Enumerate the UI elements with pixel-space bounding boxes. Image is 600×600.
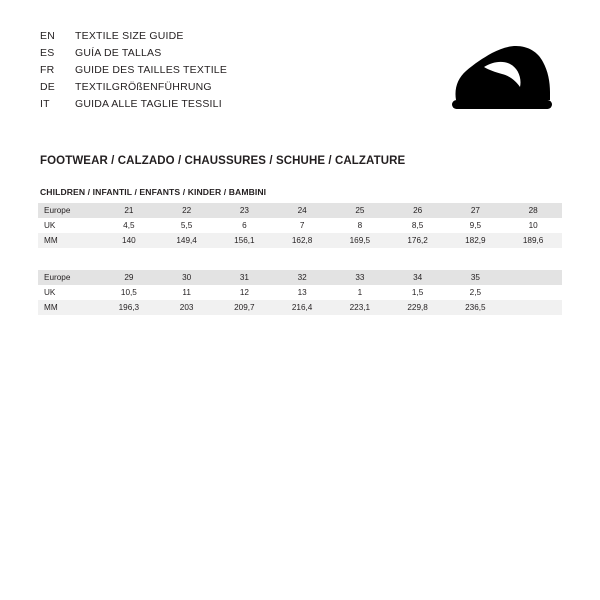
table-row (38, 233, 562, 248)
shoe-icon (450, 40, 560, 110)
size-table-small (38, 203, 562, 248)
cell: 27 (447, 203, 505, 218)
table-row (38, 270, 562, 285)
cell: 30 (158, 270, 216, 285)
cell: 229,8 (389, 300, 447, 315)
language-row (40, 47, 227, 64)
cell: 209,7 (216, 300, 274, 315)
cell: 22 (158, 203, 216, 218)
cell: 24 (273, 203, 331, 218)
cell: 13 (273, 285, 331, 300)
cell: 189,6 (504, 233, 562, 248)
cell: 23 (216, 203, 274, 218)
row-label: MM (38, 300, 100, 315)
cell: 10,5 (100, 285, 158, 300)
cell-empty (504, 300, 562, 315)
header (40, 30, 560, 120)
cell: 26 (389, 203, 447, 218)
cell: 34 (389, 270, 447, 285)
language-row (40, 81, 227, 98)
cell: 2,5 (447, 285, 505, 300)
cell: 7 (273, 218, 331, 233)
table-row (38, 203, 562, 218)
cell-empty (504, 270, 562, 285)
cell: 4,5 (100, 218, 158, 233)
language-row (40, 64, 227, 81)
size-table-large (38, 270, 562, 315)
cell: 28 (504, 203, 562, 218)
cell: 8 (331, 218, 389, 233)
row-label: MM (38, 233, 100, 248)
cell: 11 (158, 285, 216, 300)
section-subtitle: CHILDREN / INFANTIL / ENFANTS / KINDER / BAMBINI (40, 187, 267, 197)
table-row (38, 285, 562, 300)
row-label: UK (38, 218, 100, 233)
language-code: ES (40, 47, 55, 59)
cell: 182,9 (447, 233, 505, 248)
cell: 5,5 (158, 218, 216, 233)
cell: 10 (504, 218, 562, 233)
table-row (38, 218, 562, 233)
language-list (40, 30, 227, 115)
cell: 12 (216, 285, 274, 300)
cell: 203 (158, 300, 216, 315)
cell: 8,5 (389, 218, 447, 233)
row-label: Europe (38, 203, 100, 218)
cell: 31 (216, 270, 274, 285)
cell: 140 (100, 233, 158, 248)
language-code: IT (40, 98, 50, 110)
cell: 25 (331, 203, 389, 218)
cell: 29 (100, 270, 158, 285)
cell: 216,4 (273, 300, 331, 315)
cell: 1,5 (389, 285, 447, 300)
cell: 35 (447, 270, 505, 285)
language-code: DE (40, 81, 55, 93)
language-label: GUIDA ALLE TAGLIE TESSILI (75, 98, 222, 110)
cell: 21 (100, 203, 158, 218)
cell: 169,5 (331, 233, 389, 248)
cell: 1 (331, 285, 389, 300)
language-row (40, 98, 227, 115)
cell: 223,1 (331, 300, 389, 315)
language-code: EN (40, 30, 55, 42)
language-label: TEXTILE SIZE GUIDE (75, 30, 184, 42)
cell: 162,8 (273, 233, 331, 248)
cell-empty (504, 285, 562, 300)
table-row (38, 300, 562, 315)
cell: 6 (216, 218, 274, 233)
cell: 196,3 (100, 300, 158, 315)
language-label: GUÍA DE TALLAS (75, 47, 162, 59)
cell: 149,4 (158, 233, 216, 248)
row-label: Europe (38, 270, 100, 285)
cell: 176,2 (389, 233, 447, 248)
cell: 236,5 (447, 300, 505, 315)
cell: 9,5 (447, 218, 505, 233)
language-label: GUIDE DES TAILLES TEXTILE (75, 64, 228, 76)
language-label: TEXTILGRÖßENFÜHRUNG (75, 81, 212, 93)
language-row (40, 30, 227, 47)
cell: 32 (273, 270, 331, 285)
cell: 156,1 (216, 233, 274, 248)
page-title: FOOTWEAR / CALZADO / CHAUSSURES / SCHUHE / CALZATURE (40, 155, 406, 167)
language-code: FR (40, 64, 55, 76)
cell: 33 (331, 270, 389, 285)
row-label: UK (38, 285, 100, 300)
